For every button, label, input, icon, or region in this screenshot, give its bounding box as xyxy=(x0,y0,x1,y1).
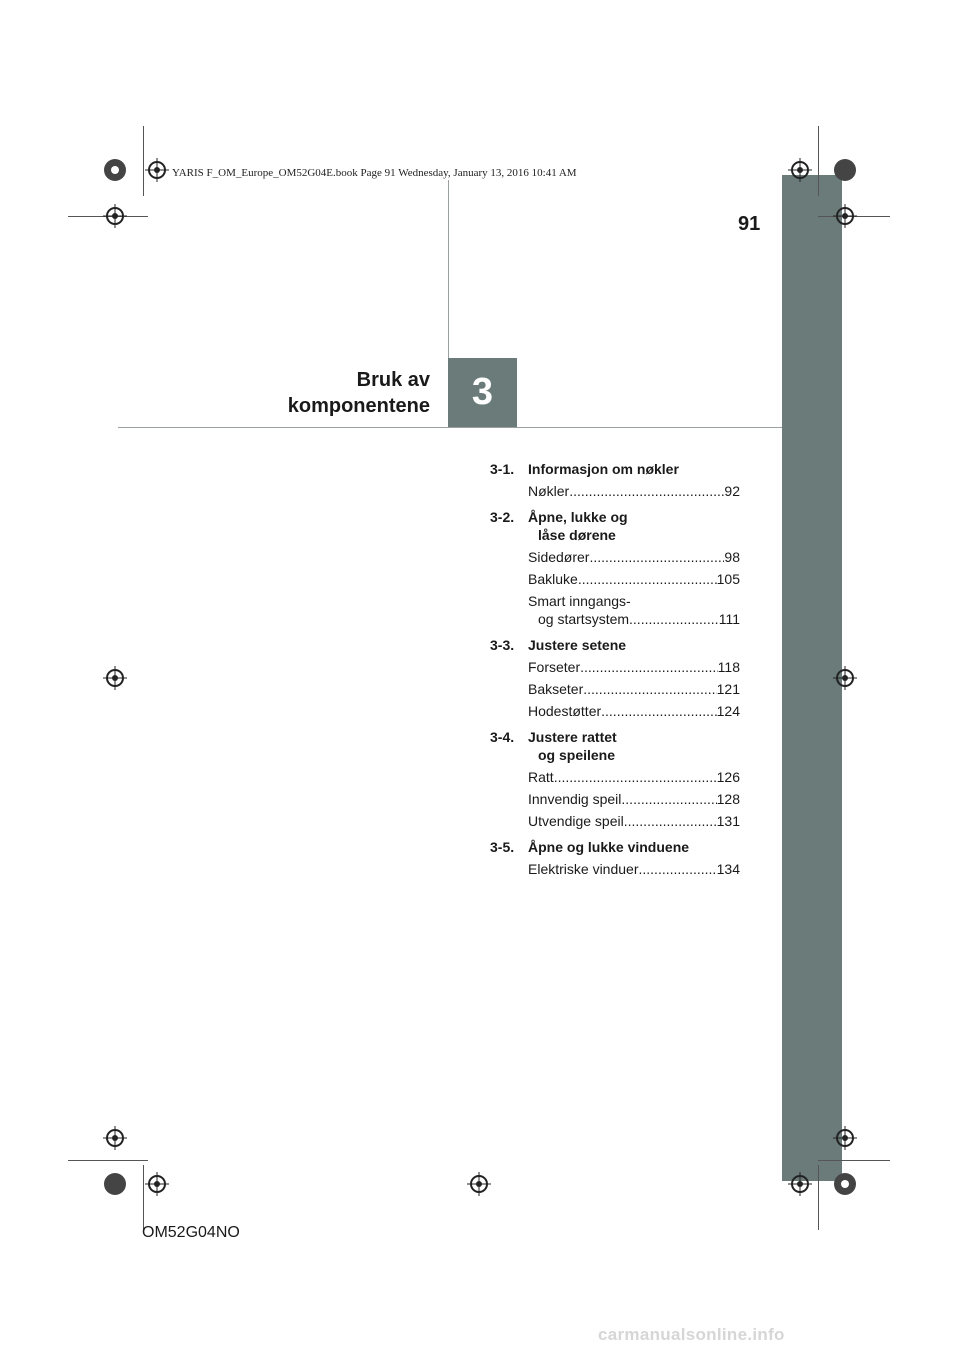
chapter-title-line: Bruk av xyxy=(356,369,430,391)
crop-mark xyxy=(818,1160,890,1161)
registration-starburst-icon xyxy=(833,1172,857,1196)
table-of-contents xyxy=(490,460,740,878)
toc-section-header xyxy=(490,838,740,856)
registration-dark-circle-icon xyxy=(103,1172,127,1196)
chapter-title xyxy=(288,367,430,419)
chapter-title-line: komponentene xyxy=(287,395,430,417)
entry-label: Forseter xyxy=(528,659,581,675)
entry-label: Hodestøtter xyxy=(528,703,602,719)
section-title: Informasjon om nøkler xyxy=(528,461,679,477)
registration-crosshair-icon xyxy=(467,1172,491,1196)
section-title: Justere rattet xyxy=(528,729,617,745)
registration-crosshair-icon xyxy=(145,1172,169,1196)
toc-entry[interactable] xyxy=(528,658,740,676)
entry-page: 118 xyxy=(717,659,740,675)
entry-label: Sidedører xyxy=(528,549,590,565)
entry-page: 121 xyxy=(716,681,740,697)
entry-page: 98 xyxy=(724,549,740,565)
chapter-number-box: 3 xyxy=(448,358,517,427)
entry-page: 92 xyxy=(724,483,740,499)
registration-crosshair-icon xyxy=(103,204,127,228)
entry-label: Bakluke xyxy=(528,571,578,587)
toc-section-header xyxy=(490,508,740,544)
section-number: 3-1. xyxy=(490,461,515,477)
registration-crosshair-icon xyxy=(103,666,127,690)
crop-mark xyxy=(68,1160,148,1161)
registration-crosshair-icon xyxy=(788,1172,812,1196)
toc-entry[interactable] xyxy=(528,570,740,588)
entry-page: 128 xyxy=(716,791,740,807)
page-number: 91 xyxy=(738,213,761,235)
toc-entry[interactable] xyxy=(528,702,740,720)
entry-label: Smart inngangs- xyxy=(528,593,631,609)
entry-page: 126 xyxy=(716,769,740,785)
entry-page: 131 xyxy=(716,813,740,829)
section-rule xyxy=(118,427,782,428)
entry-page: 105 xyxy=(716,571,740,587)
registration-crosshair-icon xyxy=(833,1126,857,1150)
entry-label: Nøkler xyxy=(528,483,570,499)
crop-mark xyxy=(818,126,819,196)
toc-entry[interactable] xyxy=(528,790,740,808)
registration-crosshair-icon xyxy=(103,1126,127,1150)
toc-entry[interactable] xyxy=(528,680,740,698)
toc-section-header xyxy=(490,728,740,764)
entry-label: Ratt xyxy=(528,769,554,785)
section-title: Justere setene xyxy=(528,637,627,653)
registration-crosshair-icon xyxy=(833,666,857,690)
registration-crosshair-icon xyxy=(145,158,169,182)
entry-label-line2: og startsystem xyxy=(538,611,630,627)
crop-mark xyxy=(143,1165,144,1230)
registration-crosshair-icon xyxy=(788,158,812,182)
registration-starburst-icon xyxy=(103,158,127,182)
entry-label: Elektriske vinduer xyxy=(528,861,639,877)
toc-section-header xyxy=(490,460,740,478)
entry-page: 124 xyxy=(716,703,740,719)
toc-entry[interactable] xyxy=(528,548,740,566)
crop-mark xyxy=(143,126,144,196)
document-code: OM52G04NO xyxy=(142,1224,240,1241)
section-title: Åpne og lukke vinduene xyxy=(528,839,690,855)
crop-line xyxy=(448,180,449,358)
section-number: 3-4. xyxy=(490,729,515,745)
watermark: carmanualsonline.info xyxy=(598,1325,785,1344)
section-title: Åpne, lukke og xyxy=(528,509,628,525)
section-number: 3-2. xyxy=(490,509,515,525)
registration-dark-circle-icon xyxy=(833,158,857,182)
section-title-line2: låse dørene xyxy=(538,527,616,543)
section-title-line2: og speilene xyxy=(538,747,616,763)
entry-label: Bakseter xyxy=(528,681,584,697)
entry-label: Utvendige speil xyxy=(528,813,624,829)
toc-entry[interactable] xyxy=(528,592,740,628)
section-number: 3-3. xyxy=(490,637,515,653)
section-number: 3-5. xyxy=(490,839,515,855)
registration-crosshair-icon xyxy=(833,204,857,228)
crop-mark xyxy=(818,1165,819,1230)
print-header: YARIS F_OM_Europe_OM52G04E.book Page 91 Wednesday, January 13, 2016 10:41 AM xyxy=(172,167,577,179)
entry-page: 111 xyxy=(718,611,740,627)
toc-entry[interactable] xyxy=(528,860,740,878)
toc-entry[interactable] xyxy=(528,482,740,500)
entry-page: 134 xyxy=(716,861,740,877)
toc-entry[interactable] xyxy=(528,768,740,786)
entry-label: Innvendig speil xyxy=(528,791,622,807)
toc-section-header xyxy=(490,636,740,654)
toc-entry[interactable] xyxy=(528,812,740,830)
